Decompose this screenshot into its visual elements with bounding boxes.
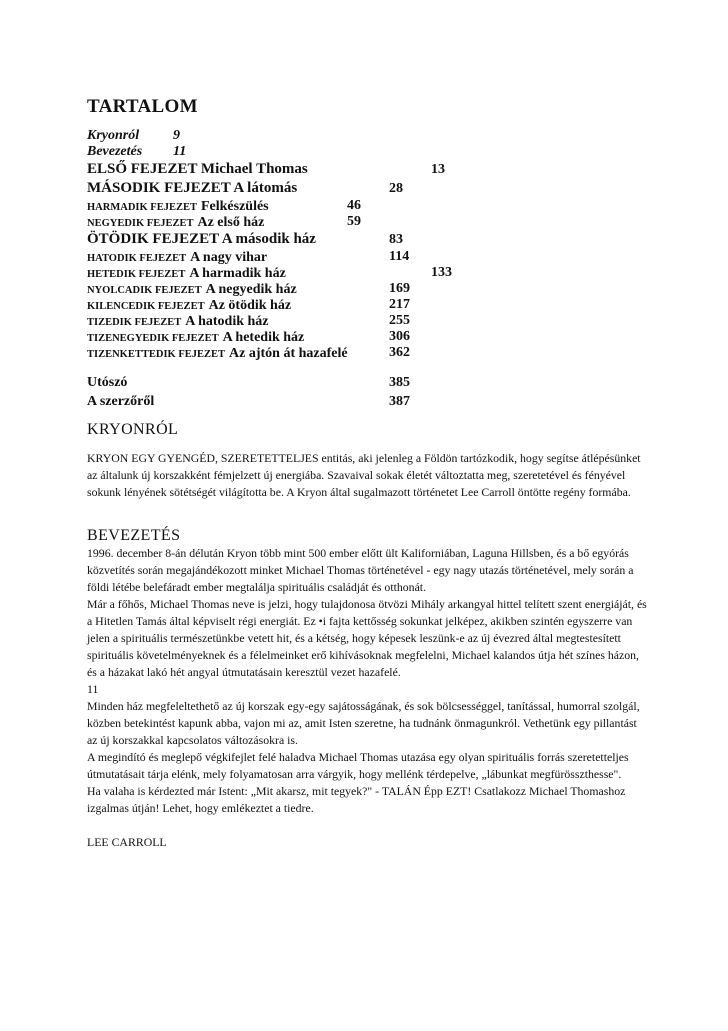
toc-entry-page: 387 — [389, 394, 410, 409]
toc-entry-label: A hatodik ház — [185, 314, 269, 329]
bevezetes-paragraph: A megindító és meglepő végkifejlet felé haladva Michael Thomas utazása egy olyan spirituális forrás szeretetteljes útmutatásait tárja elénk, mely folyamatosan arra várgyik, hogy mellénk térdepelve, „lábunkat megfürösszthesse". — [87, 750, 629, 781]
toc-entry-label: Az ötödik ház — [208, 298, 292, 313]
toc-entry-chapter-2 — [87, 179, 647, 198]
bevezetes-paragraph: 1996. december 8-án délután Kryon több mint 500 ember előtt ült Kaliforniában, Laguna Hillsben, és a bő egyórás közvetítés során megajándékozott minket Michael Thomas történetével - egy nagy utazás történetével, mely során a földi létébe belefáradt ember megtalálja spirituális családját és otthonát. — [87, 546, 634, 594]
toc-entry-prefix: NYOLCADIK FEJEZET — [87, 285, 202, 296]
toc-entry-label: MÁSODIK FEJEZET A látomás — [87, 180, 298, 196]
kryonrol-paragraph: KRYON EGY GYENGÉD, SZERETETTELJES entitás, aki jelenleg a Földön tartózkodik, hogy segítse átlépésünket az általunk új korszakként fémjelzett új energiába. Szavaival sokak életét változtatta meg, szeretetével és fényével sokunk lényének sötétségét világította be. A Kryon által sugalmazott történetet Lee Carroll öntötte regény formába. — [87, 451, 641, 499]
toc-entry-label: A harmadik ház — [189, 266, 286, 281]
kryonrol-heading: KRYONRÓL — [87, 421, 179, 438]
toc-entry-label: Bevezetés — [87, 144, 143, 159]
toc-entry-prefix: KILENCEDIK FEJEZET — [87, 301, 205, 312]
toc-entry-chapter-4 — [87, 214, 647, 230]
bevezetes-heading: BEVEZETÉS — [87, 527, 181, 544]
toc-entry-utoszo — [87, 373, 647, 392]
toc-entry-page: 114 — [389, 249, 410, 264]
toc-entry-page: 28 — [389, 181, 403, 196]
toc-entry-page: 59 — [347, 214, 361, 229]
bevezetes-paragraph: Ha valaha is kérdezted már Istent: „Mit akarsz, mit tegyek?" - TALÁN Épp EZT! Csatlakozz Michael Thomashoz izgalmas útján! Lehet, hogy emlékeztet a tiedre. — [87, 784, 626, 815]
toc-entry-chapter-8 — [87, 281, 647, 297]
toc-entry-chapter-12 — [87, 345, 647, 361]
toc-entry-page: 9 — [173, 128, 180, 143]
toc-entry-label: Kryonról — [87, 128, 140, 143]
toc-entry-page: 13 — [431, 162, 445, 177]
toc-entry-page: 306 — [389, 329, 410, 344]
toc-entry-chapter-10 — [87, 313, 647, 329]
toc-entry-label: Felkészülés — [200, 199, 269, 214]
toc-entry-label: ELSŐ FEJEZET Michael Thomas — [87, 161, 308, 177]
page-number-marker: 11 — [87, 682, 99, 696]
toc-entry-prefix: HETEDIK FEJEZET — [87, 269, 186, 280]
toc-title: TARTALOM — [87, 96, 198, 117]
toc-entry-page: 83 — [389, 232, 403, 247]
toc-entry-prefix: TIZENEGYEDIK FEJEZET — [87, 333, 219, 344]
toc-entry-chapter-1 — [87, 160, 647, 179]
toc-entry-chapter-6 — [87, 249, 647, 265]
toc-entry-label: A szerzőről — [87, 394, 155, 409]
toc-entry-label: Utószó — [87, 375, 128, 390]
toc-entry-chapter-7 — [87, 265, 647, 281]
toc-entry-chapter-3 — [87, 198, 647, 214]
toc-entry-page: 46 — [347, 198, 361, 213]
toc-entry-chapter-5 — [87, 230, 647, 249]
bevezetes-paragraph: Már a főhős, Michael Thomas neve is jelzi, hogy tulajdonosa ötvözi Mihály arkangyal hittel telített szent energiáját, és a Hitetlen Tamás által képviselt régi energiát. Ez •i fajta kettősség sokunkat jelképez, akikben szintén egyszerre van jelen a spirituális természetünkbe vetett hit, és a kétség, hogy képesek leszünk-e az új évezred által megtestesített spirituális követelményeknek és a félelmeinket erő kihívásoknak megfelelni, Michael kalandos útja hét színes házon, és a házakat lakó hét angyal útmutatásain keresztül vezet hazafelé. — [87, 597, 647, 679]
toc-entry-prefix: HATODIK FEJEZET — [87, 253, 187, 264]
toc-entry-label: ÖTÖDIK FEJEZET A második ház — [87, 231, 316, 247]
toc-entry-page: 169 — [389, 281, 410, 296]
bevezetes-paragraph: Minden ház megfeleltethető az új korszak egy-egy sajátosságának, és sok bölcsességgel, tanítással, humorral szolgál, közben betekintést kapunk abba, vajon mi az, amit Isten szeretne, ha tudnánk önmagunkról. Vethetünk egy pillantást az új korszakkal kapcsolatos változásokra is. — [87, 699, 640, 747]
toc-entry-page: 133 — [431, 265, 452, 280]
toc-entry-page: 11 — [173, 144, 187, 159]
toc-list — [87, 128, 647, 411]
toc-entry-label: A nagy vihar — [190, 250, 268, 265]
toc-entry-prefix: TIZENKETTEDIK FEJEZET — [87, 349, 226, 360]
toc-entry-label: A hetedik ház — [222, 330, 305, 345]
toc-entry-a-szerzorol — [87, 392, 647, 411]
toc-entry-page: 362 — [389, 345, 410, 360]
toc-entry-page: 217 — [389, 297, 410, 312]
toc-entry-prefix: TIZEDIK FEJEZET — [87, 317, 182, 328]
signature: LEE CARROLL — [87, 835, 167, 849]
toc-entry-label: Az első ház — [197, 215, 265, 230]
toc-entry-chapter-9 — [87, 297, 647, 313]
toc-entry-bevezetes — [87, 144, 647, 160]
toc-entry-page: 255 — [389, 313, 410, 328]
toc-entry-page: 385 — [389, 375, 410, 390]
toc-entry-label: Az ajtón át hazafelé — [229, 346, 348, 361]
toc-entry-kryonrol — [87, 128, 647, 144]
toc-entry-prefix: NEGYEDIK FEJEZET — [87, 218, 194, 229]
document-page — [87, 96, 647, 851]
toc-entry-prefix: HARMADIK FEJEZET — [87, 202, 197, 213]
toc-entry-chapter-11 — [87, 329, 647, 345]
toc-entry-label: A negyedik ház — [205, 282, 297, 297]
